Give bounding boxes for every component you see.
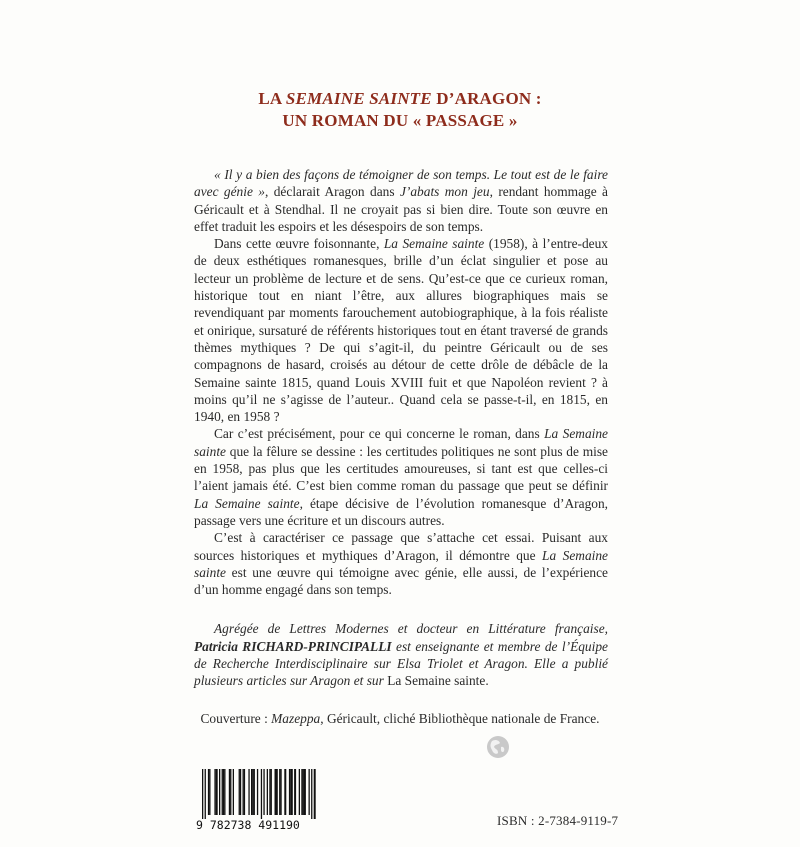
barcode-bar — [251, 769, 252, 815]
barcode-bar — [263, 769, 264, 815]
barcode-bar — [277, 769, 278, 815]
italic-text: Agrégée de Lettres Modernes et docteur en Littérature française, — [214, 621, 608, 637]
italic-text: est enseignante et membre de l’Équipe de Recherche Interdisciplinaire sur Elsa Triolet et Aragon. Elle a publié plusieurs articles sur Aragon et sur — [194, 638, 608, 689]
book-title — [0, 88, 800, 132]
text-run: Dans cette œuvre foisonnante, — [214, 236, 384, 252]
text-run: , déclarait Aragon dans — [265, 184, 400, 200]
barcode-bar — [224, 769, 225, 815]
author-bio — [194, 620, 608, 689]
text-run: , rendant hommage à Géricault et à Stendhal. Il ne croyait pas si bien dire. Toute son œuvre en effet traduit les espoirs et les désespoirs de son temps. — [194, 184, 608, 234]
italic-text: J’abats mon jeu — [399, 184, 490, 200]
blurb-paragraph — [194, 166, 608, 235]
barcode-bar — [209, 769, 210, 815]
text-run: , Géricault, cliché Bibliothèque nationale de France. — [320, 710, 600, 726]
blurb-paragraph — [194, 235, 608, 425]
barcode-bar — [240, 769, 241, 815]
italic-text: La Semaine sainte — [194, 547, 608, 580]
bottom-area — [0, 769, 800, 833]
italic-text: La Semaine sainte — [383, 236, 485, 252]
barcode-bar — [202, 769, 203, 819]
barcode-bar — [244, 769, 245, 815]
cover-credit — [0, 710, 800, 727]
barcode-bar — [261, 769, 262, 819]
text-run: que la fêlure se dessine : les certitudes politiques ne sont plus de mise en 1958, pas plus que les certitudes amoureuses, si tant est que celles-ci l’aient jamais été. C’est bien comme roman du passage que peut se définir — [194, 443, 608, 494]
italic-text: « Il y a bien des façons de témoigner de son temps. Le tout est de le faire avec génie » — [194, 167, 608, 200]
barcode-bar — [248, 769, 249, 815]
text-run: C’est à caractériser ce passage que s’attache cet essai. Puisant aux sources historiques et mythiques d’Aragon, il démontre que — [194, 530, 608, 563]
barcode-bar — [280, 769, 281, 815]
barcode-bar — [229, 769, 230, 815]
author-name: Patricia RICHARD-PRINCIPALLI — [194, 638, 392, 654]
barcode-bar — [314, 769, 316, 819]
isbn: ISBN : 2-7384-9119-7 — [497, 812, 619, 828]
text-run: , étape décisive de l’évolution romanesque d’Aragon, passage vers une écriture et un discours autres. — [194, 495, 608, 528]
barcode-bar — [301, 769, 302, 815]
barcode-bar — [269, 769, 270, 815]
text-run: (1958), à l’entre-deux de deux esthétiques romanesques, brille d’un éclat singulier et pose au lecteur un problème de lecture et de sens. Qu’est-ce que ce curieux roman, historique tout en niant l’être, aux allures biographiques mais se revendiquant par moments farouchement autobiographique, à la fois réaliste et onirique, sursaturé de référents historiques tout en étant traversé de grands thèmes mythiques ? De qui s’agit-il, du peintre Géricault ou de ses compagnons de hasard, croisés au détour de cette drôle de débâcle de la Semaine sainte 1815, quand Louis XVIII fuit et que Napoléon revient ? à moins qu’il ne s’agisse de l’auteur.. Quand cela se passe-t-il, en 1815, en 1940, en 1958 ? — [194, 236, 609, 425]
barcode-bar — [205, 769, 206, 819]
barcode-bar — [289, 769, 290, 815]
barcode-bar — [252, 769, 253, 815]
italic-text: La Semaine sainte — [194, 426, 608, 459]
blurb-paragraph — [194, 425, 608, 529]
barcode-bar — [311, 769, 312, 819]
barcode-digits: 9 782738 491190 — [196, 817, 300, 831]
barcode-bar — [303, 769, 304, 815]
text-run: D’ARAGON : — [431, 89, 542, 108]
barcode-bar — [254, 769, 255, 815]
barcode-bar — [271, 769, 272, 815]
barcode-bar — [309, 769, 310, 815]
barcode-bar — [230, 769, 231, 815]
barcode-bar — [279, 769, 280, 815]
barcode-bar — [267, 769, 268, 815]
blurb — [194, 166, 608, 598]
barcode-bar — [219, 769, 220, 815]
text-run: UN ROMAN DU « PASSAGE » — [282, 111, 518, 130]
barcode-bar — [243, 769, 244, 815]
barcode-bar — [284, 769, 286, 815]
barcode-bar — [223, 769, 224, 815]
barcode-bar — [214, 769, 215, 815]
text-run: Couverture : — [200, 710, 272, 726]
barcode-bar — [216, 769, 218, 815]
barcode-bar — [239, 769, 240, 815]
barcode-bar — [304, 769, 306, 815]
barcode-bar — [292, 769, 293, 815]
barcode-bar — [294, 769, 296, 815]
barcode-bar — [233, 769, 234, 815]
barcode-bar — [222, 769, 223, 815]
barcode-bar — [208, 769, 209, 815]
text-run: La Semaine sainte. — [387, 673, 489, 689]
publisher-globe-logo-icon — [486, 735, 510, 759]
barcode-bar — [257, 769, 258, 815]
barcode-bar — [299, 769, 300, 815]
italic-text: La Semaine sainte — [194, 495, 300, 511]
title-line-1 — [0, 88, 800, 110]
logo-row — [0, 735, 800, 765]
title-line-2 — [0, 110, 800, 132]
blurb-paragraph — [194, 529, 608, 598]
italic-text: Mazeppa — [271, 710, 321, 726]
italic-text: SEMAINE SAINTE — [285, 89, 432, 108]
barcode-bar — [275, 769, 277, 815]
text-run: est une œuvre qui témoigne avec génie, elle aussi, de l’expérience d’un homme engagé dans son temps. — [194, 564, 608, 598]
barcode-bar — [290, 769, 291, 815]
text-run: Car c’est précisément, pour ce qui concerne le roman, dans — [214, 426, 545, 442]
author-bio-paragraph — [194, 620, 608, 689]
text-run: LA — [258, 89, 286, 108]
